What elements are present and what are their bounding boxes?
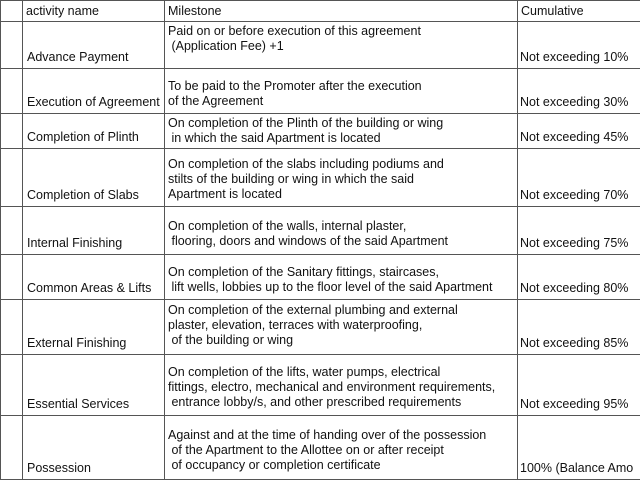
table-row xyxy=(1,114,640,149)
table-row xyxy=(1,69,640,114)
row-number-cell xyxy=(1,255,23,300)
table-row xyxy=(1,300,640,355)
table-row xyxy=(1,255,640,300)
header-activity-name: activity name xyxy=(23,1,165,22)
milestone-cell: On completion of the Plinth of the building or wing in which the said Apartment is located xyxy=(165,114,518,149)
table-row xyxy=(1,22,640,69)
activity-cell: Common Areas & Lifts xyxy=(23,255,165,300)
activity-cell: Completion of Slabs xyxy=(23,149,165,207)
row-number-cell xyxy=(1,69,23,114)
activity-cell: Essential Services xyxy=(23,355,165,416)
milestone-cell: Paid on or before execution of this agreement (Application Fee) +1 xyxy=(165,22,518,69)
activity-cell: Completion of Plinth xyxy=(23,114,165,149)
row-number-cell xyxy=(1,355,23,416)
activity-cell: Advance Payment xyxy=(23,22,165,69)
activity-cell: Execution of Agreement xyxy=(23,69,165,114)
activity-cell: External Finishing xyxy=(23,300,165,355)
milestone-cell: On completion of the slabs including podiums and stilts of the building or wing in which the said Apartment is located xyxy=(165,149,518,207)
cumulative-cell: Not exceeding 75% xyxy=(518,207,640,255)
milestone-cell: On completion of the external plumbing and external plaster, elevation, terraces with waterproofing, of the building or wing xyxy=(165,300,518,355)
cumulative-cell: Not exceeding 30% xyxy=(518,69,640,114)
header-number xyxy=(1,1,23,22)
table-row xyxy=(1,355,640,416)
row-number-cell xyxy=(1,149,23,207)
cumulative-cell: Not exceeding 10% xyxy=(518,22,640,69)
milestone-cell: Against and at the time of handing over of the possession of the Apartment to the Allottee on or after receipt of occupancy or completion certificate xyxy=(165,416,518,480)
row-number-cell xyxy=(1,207,23,255)
header-milestone: Milestone xyxy=(165,1,518,22)
activity-cell: Possession xyxy=(23,416,165,480)
milestone-cell: To be paid to the Promoter after the execution of the Agreement xyxy=(165,69,518,114)
row-number-cell xyxy=(1,22,23,69)
cumulative-cell: Not exceeding 95% xyxy=(518,355,640,416)
milestone-cell: On completion of the Sanitary fittings, staircases, lift wells, lobbies up to the floor level of the said Apartment xyxy=(165,255,518,300)
cumulative-cell: Not exceeding 70% xyxy=(518,149,640,207)
row-number-cell xyxy=(1,300,23,355)
table-header-row xyxy=(1,1,640,22)
milestone-cell: On completion of the walls, internal plaster, flooring, doors and windows of the said Apartment xyxy=(165,207,518,255)
cumulative-cell: Not exceeding 85% xyxy=(518,300,640,355)
table-row xyxy=(1,149,640,207)
activity-cell: Internal Finishing xyxy=(23,207,165,255)
milestone-cell: On completion of the lifts, water pumps, electrical fittings, electro, mechanical and environment requirements, entrance lobby/s, and other prescribed requirements xyxy=(165,355,518,416)
cumulative-cell: Not exceeding 45% xyxy=(518,114,640,149)
table-row xyxy=(1,207,640,255)
table-row xyxy=(1,416,640,480)
cumulative-cell: 100% (Balance Amo xyxy=(518,416,640,480)
header-cumulative: Cumulative xyxy=(518,1,640,22)
row-number-cell xyxy=(1,416,23,480)
cumulative-cell: Not exceeding 80% xyxy=(518,255,640,300)
row-number-cell xyxy=(1,114,23,149)
